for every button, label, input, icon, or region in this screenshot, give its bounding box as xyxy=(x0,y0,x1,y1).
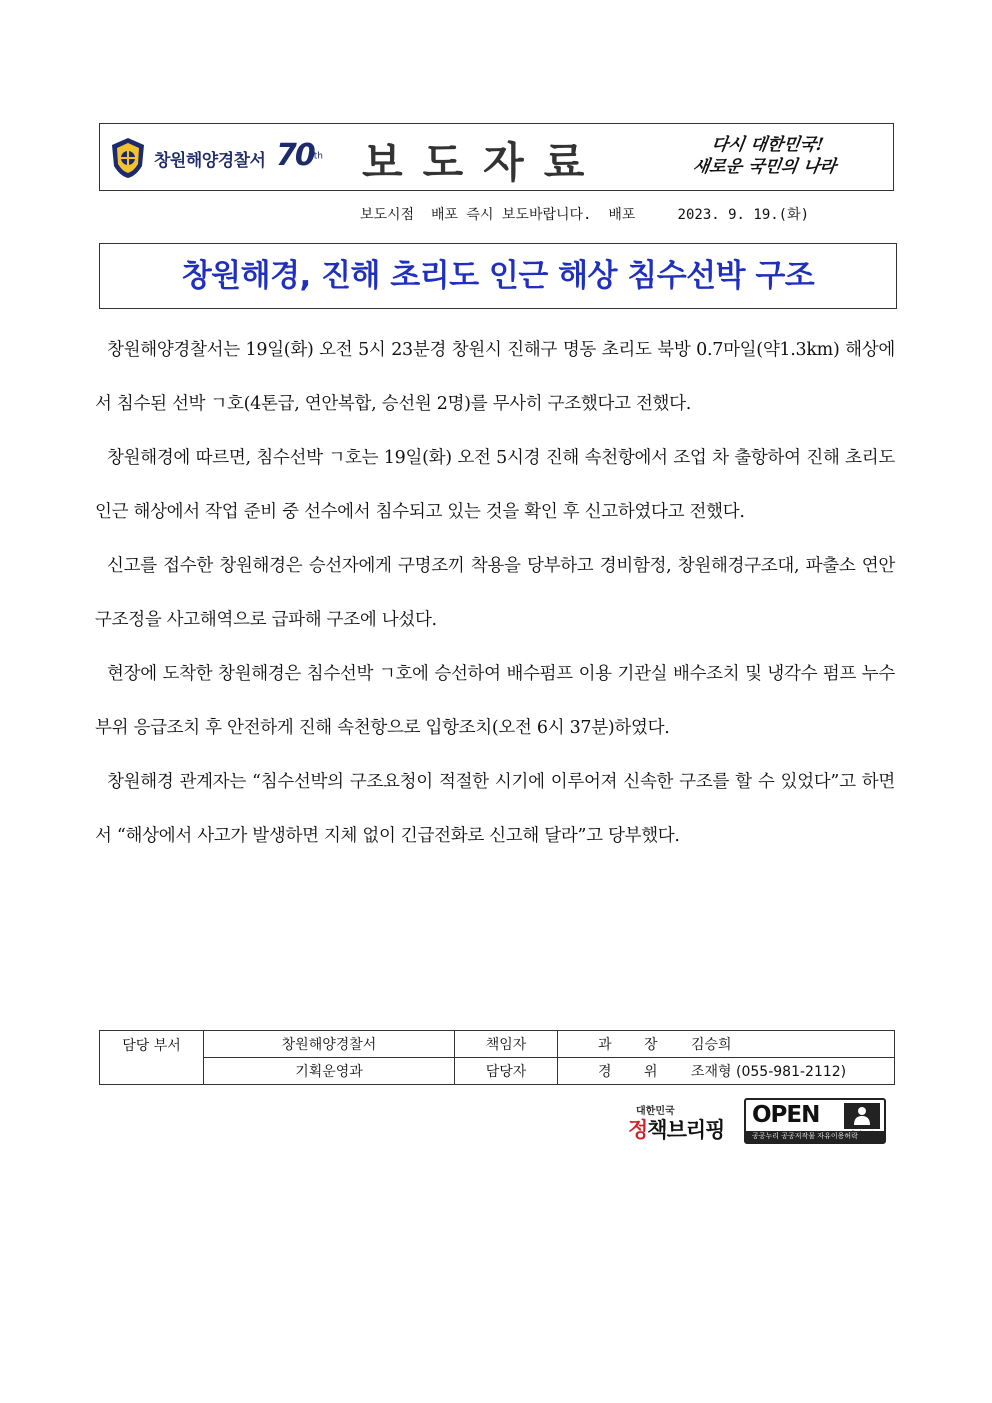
contact-type: 책임자 xyxy=(455,1031,558,1058)
paragraph: 창원해경 관계자는 “침수선박의 구조요청이 적절한 시기에 이루어져 신속한 구조를 할 수 있었다”고 하면서 “해상에서 사고가 발생하면 지체 없이 긴급전화로 신고해 달라”고 당부했다. xyxy=(95,772,895,846)
press-release-title: 보도자료 xyxy=(362,138,605,187)
contact-type: 담당자 xyxy=(455,1058,558,1085)
anniversary-suffix: th xyxy=(313,151,323,162)
policy-briefing-rest: 책브리핑 xyxy=(647,1118,725,1142)
open-text: OPEN xyxy=(752,1102,820,1128)
footer-logos xyxy=(628,1098,888,1146)
policy-briefing-title xyxy=(628,1114,724,1144)
contact-name: 조재형 (055-981-2112) xyxy=(691,1064,847,1080)
kogl-open-badge xyxy=(744,1098,886,1144)
dept-label: 담당 부서 xyxy=(100,1031,204,1085)
policy-briefing-small: 대한민국 xyxy=(636,1106,675,1117)
contact-role: 과 장 xyxy=(598,1037,672,1053)
dept-name-line1: 창원해양경찰서 xyxy=(204,1031,455,1058)
paragraph: 창원해양경찰서는 19일(화) 오전 5시 23분경 창원시 진해구 명동 초리도 북방 0.7마일(약1.3km) 해상에서 침수된 선박 ㄱ호(4톤급, 연안복합, 승선원 2명)를 무사히 구조했다고 전했다. xyxy=(95,340,895,414)
slogan-line-2: 새로운 국민의 나라 xyxy=(691,157,838,177)
slogan-line-1: 다시 대한민국! xyxy=(710,135,825,155)
contact-person xyxy=(558,1031,895,1058)
org-name: 창원해양경찰서 xyxy=(154,151,266,171)
agency-logo xyxy=(108,134,328,182)
paragraph: 현장에 도착한 창원해경은 침수선박 ㄱ호에 승선하여 배수펌프 이용 기관실 배수조치 및 냉각수 펌프 누수 부위 응급조치 후 안전하게 진해 속천항으로 입항조치(오전 6시 37분)하였다. xyxy=(95,664,895,738)
headline: 창원해경, 진해 초리도 인근 해상 침수선박 구조 xyxy=(181,258,815,294)
contact-name: 김승희 xyxy=(691,1037,732,1053)
slogan xyxy=(645,134,887,178)
dept-name-line2: 기획운영과 xyxy=(204,1058,455,1085)
contact-row xyxy=(100,1058,895,1085)
contact-row xyxy=(100,1031,895,1058)
person-attribution-icon xyxy=(844,1103,880,1129)
anniversary-number: 70 xyxy=(276,138,314,173)
policy-briefing-red: 정 xyxy=(628,1118,648,1142)
press-release-header xyxy=(99,123,894,191)
anniversary-mark xyxy=(276,138,323,173)
headline-box xyxy=(99,243,897,309)
contact-person xyxy=(558,1058,895,1085)
contact-table xyxy=(99,1030,895,1085)
contact-role: 경 위 xyxy=(598,1064,672,1080)
paragraph: 신고를 접수한 창원해경은 승선자에게 구명조끼 착용을 당부하고 경비함정, 창원해경구조대, 파출소 연안구조정을 사고해역으로 급파해 구조에 나섰다. xyxy=(95,556,895,630)
coast-guard-emblem-icon xyxy=(108,136,148,180)
paragraph: 창원해경에 따르면, 침수선박 ㄱ호는 19일(화) 오전 5시경 진해 속천항에서 조업 차 출항하여 진해 초리도 인근 해상에서 작업 준비 중 선수에서 침수되고 있는 것을 확인 후 신고하였다고 전했다. xyxy=(95,448,895,522)
open-license-bar: 공공누리 공공저작물 자유이용허락 xyxy=(746,1131,884,1142)
article-body xyxy=(95,323,895,863)
release-info: 보도시점 배포 즉시 보도바랍니다. 배포 2023. 9. 19.(화) xyxy=(360,207,810,223)
